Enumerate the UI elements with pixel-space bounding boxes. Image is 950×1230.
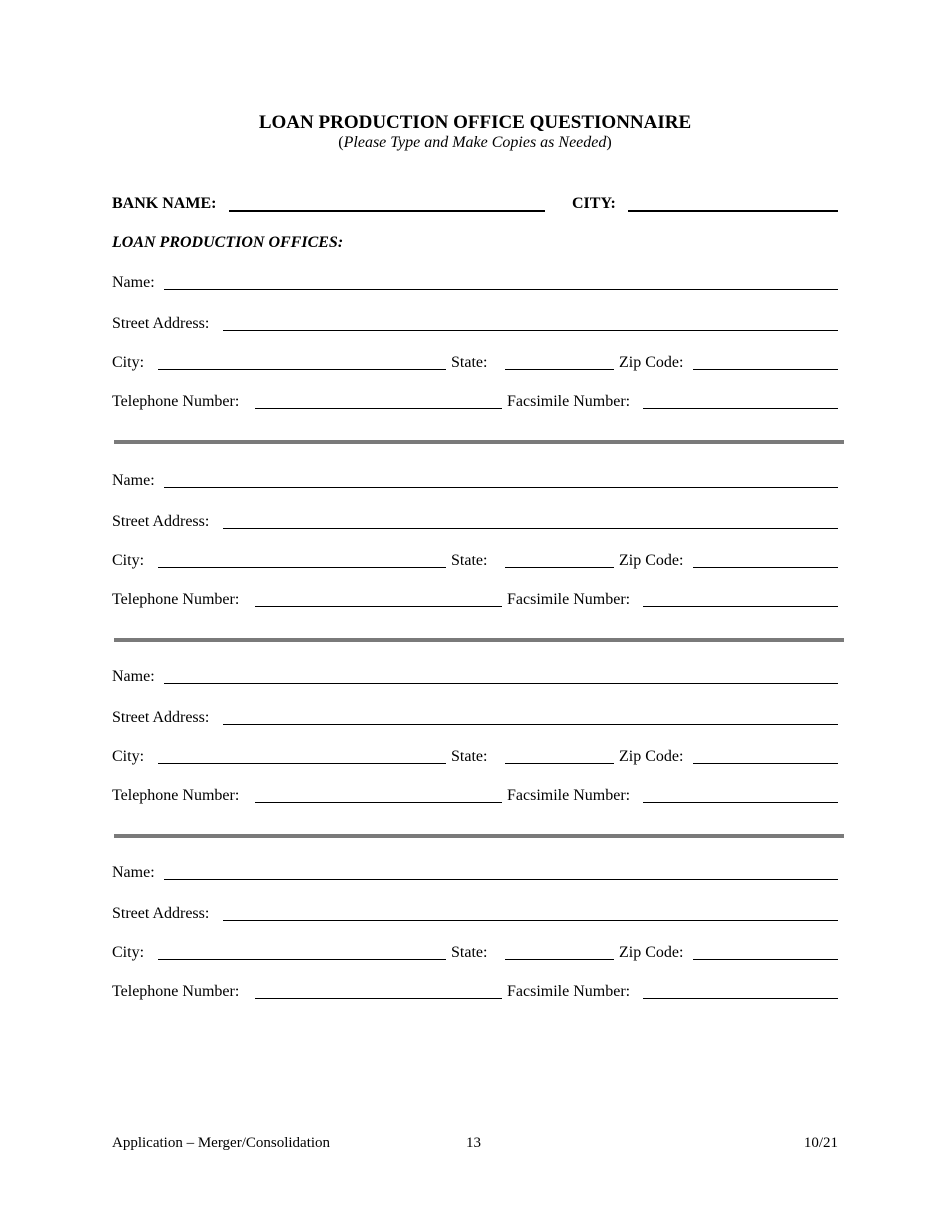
office-3-street-address-label: Street Address: [112,709,210,726]
section-divider [114,638,844,642]
office-3-telephone-number-label: Telephone Number: [112,787,240,804]
bank-name-field[interactable] [229,210,545,212]
office-1-name-field[interactable] [164,289,838,290]
office-1-zip-code-field[interactable] [693,369,838,370]
office-1-name-label: Name: [112,274,155,291]
office-2-city-field[interactable] [158,567,446,568]
office-1-telephone-number-label: Telephone Number: [112,393,240,410]
office-1-city-field[interactable] [158,369,446,370]
office-3-facsimile-number-field[interactable] [643,802,838,803]
office-2-name-label: Name: [112,472,155,489]
office-2-state-field[interactable] [505,567,614,568]
bank-city-label: CITY: [572,195,616,212]
footer-page-number: 13 [466,1135,481,1151]
form-title: LOAN PRODUCTION OFFICE QUESTIONNAIRE [258,112,692,133]
office-4-state-field[interactable] [505,959,614,960]
section-divider [114,440,844,444]
office-1-state-label: State: [451,354,488,371]
office-3-state-field[interactable] [505,763,614,764]
office-3-zip-code-label: Zip Code: [619,748,684,765]
section-divider [114,834,844,838]
office-4-zip-code-label: Zip Code: [619,944,684,961]
office-1-street-address-label: Street Address: [112,315,210,332]
footer-revision: 10/21 [803,1135,838,1151]
bank-city-field[interactable] [628,210,838,212]
office-4-name-label: Name: [112,864,155,881]
form-subtitle: (Please Type and Make Copies as Needed) [338,134,612,151]
office-2-telephone-number-field[interactable] [255,606,502,607]
office-3-state-label: State: [451,748,488,765]
office-2-street-address-field[interactable] [223,528,838,529]
office-4-facsimile-number-label: Facsimile Number: [507,983,631,1000]
office-2-telephone-number-label: Telephone Number: [112,591,240,608]
office-1-zip-code-label: Zip Code: [619,354,684,371]
office-2-city-label: City: [112,552,145,569]
office-1-telephone-number-field[interactable] [255,408,502,409]
office-4-zip-code-field[interactable] [693,959,838,960]
office-2-state-label: State: [451,552,488,569]
office-3-name-label: Name: [112,668,155,685]
office-1-facsimile-number-field[interactable] [643,408,838,409]
office-3-facsimile-number-label: Facsimile Number: [507,787,631,804]
office-4-telephone-number-field[interactable] [255,998,502,999]
office-1-facsimile-number-label: Facsimile Number: [507,393,631,410]
section-label: LOAN PRODUCTION OFFICES: [112,234,344,251]
office-3-city-field[interactable] [158,763,446,764]
office-4-street-address-label: Street Address: [112,905,210,922]
office-3-telephone-number-field[interactable] [255,802,502,803]
office-1-state-field[interactable] [505,369,614,370]
office-4-state-label: State: [451,944,488,961]
office-1-street-address-field[interactable] [223,330,838,331]
office-2-zip-code-field[interactable] [693,567,838,568]
footer-left: Application – Merger/Consolidation [112,1135,331,1151]
office-3-name-field[interactable] [164,683,838,684]
office-1-city-label: City: [112,354,145,371]
office-2-zip-code-label: Zip Code: [619,552,684,569]
office-2-street-address-label: Street Address: [112,513,210,530]
office-4-city-field[interactable] [158,959,446,960]
office-2-facsimile-number-field[interactable] [643,606,838,607]
office-4-street-address-field[interactable] [223,920,838,921]
office-3-street-address-field[interactable] [223,724,838,725]
office-3-zip-code-field[interactable] [693,763,838,764]
office-2-facsimile-number-label: Facsimile Number: [507,591,631,608]
office-4-facsimile-number-field[interactable] [643,998,838,999]
office-3-city-label: City: [112,748,145,765]
office-4-name-field[interactable] [164,879,838,880]
bank-name-label: BANK NAME: [112,195,217,212]
office-2-name-field[interactable] [164,487,838,488]
office-4-city-label: City: [112,944,145,961]
office-4-telephone-number-label: Telephone Number: [112,983,240,1000]
